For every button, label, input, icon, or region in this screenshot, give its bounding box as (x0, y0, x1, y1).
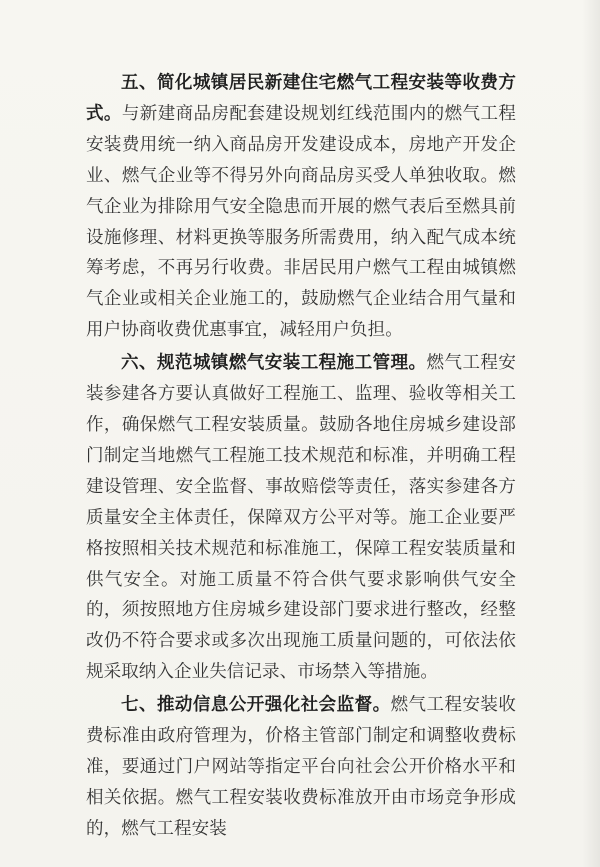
section-heading: 六、规范城镇燃气安装工程施工管理。 (121, 353, 427, 374)
section-6 (86, 348, 516, 688)
paragraph (86, 690, 516, 845)
section-heading: 五、简化城镇居民新建住宅燃气工程安装等收费方式。 (86, 73, 516, 124)
section-5 (86, 68, 516, 346)
scan-edge-shadow (582, 0, 600, 867)
section-heading: 七、推动信息公开强化社会监督。 (121, 695, 391, 716)
paragraph (86, 348, 516, 688)
section-body: 与新建商品房配套建设规划红线范围内的燃气工程安装费用统一纳入商品房开发建设成本，房地产开发企业、燃气企业等不得另外向商品房买受人单独收取。燃气企业为排除用气安全隐患而开展的燃气表后至燃具前设施修理、材料更换等服务所需费用，纳入配气成本统筹考虑，不再另行收费。非居民用户燃气工程由城镇燃气企业或相关企业施工的，鼓励燃气企业结合用气量和用户协商收费优惠事宜，减轻用户负担。 (86, 103, 517, 341)
section-7 (86, 690, 516, 845)
document-body (86, 68, 516, 847)
section-body: 燃气工程安装收费标准由政府管理为，价格主管部门制定和调整收费标准，要通过门户网站等指定平台向社会公开价格水平和相关依据。燃气工程安装收费标准放开由市场竞争形成的，燃气工程安装 (86, 695, 517, 839)
paragraph (86, 68, 516, 346)
section-body: 燃气工程安装参建各方要认真做好工程施工、监理、验收等相关工作，确保燃气工程安装质量。鼓励各地住房城乡建设部门制定当地燃气工程施工技术规范和标准，并明确工程建设管理、安全监督、事故赔偿等责任，落实参建各方质量安全主体责任，保障双方公平对等。施工企业要严格按照相关技术规范和标准施工，保障工程安装质量和供气安全。对施工质量不符合供气要求影响供气安全的，须按照地方住房城乡建设部门要求进行整改，经整改仍不符合要求或多次出现施工质量问题的，可依法依规采取纳入企业失信记录、市场禁入等措施。 (86, 353, 517, 683)
